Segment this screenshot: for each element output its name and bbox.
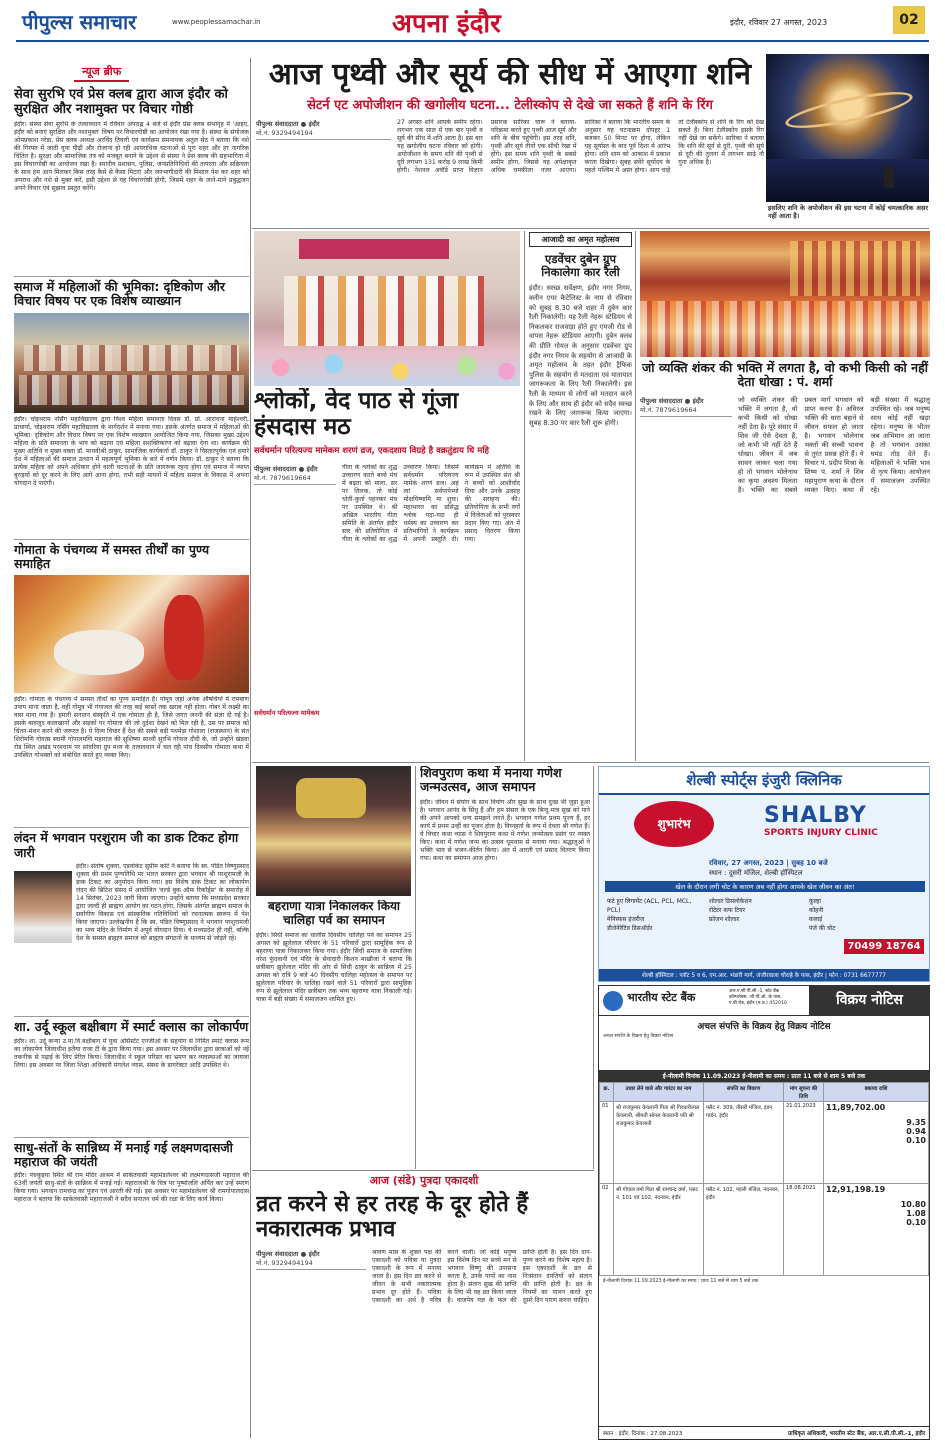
ekadashi-headline: व्रत करने से हर तरह के दूर होते हैं नकारात्मक प्रभाव (256, 1192, 529, 1243)
shivpuran-story (420, 766, 590, 1171)
sbi-table (599, 1082, 929, 1276)
sbi-branch: आर.ए.सी.पी.सी.-1, स्टेट बैंक कॉम्पलेक्स, जी.पी.ओ. के पास, ए.बी.रोड, इंदौर (म.प्र.) 452010 (729, 989, 787, 1006)
ad-footer: शेल्बी हॉस्पिटल : प्लॉट 5 व 6, एम.आर. भंडारी मार्ग, जंजीरवाला चौराहे के पास, इंदौर | फोन : 0731 6677777 (599, 969, 929, 981)
brief-item (14, 539, 249, 825)
hansdas-caption: सर्वधर्मान परित्यज्य मामेकम (254, 708, 320, 717)
baharana-photo (256, 766, 411, 896)
baharana-story (256, 900, 412, 1170)
brief-headline: शा. उर्दू स्कूल बक्षीबाग में स्मार्ट क्लास का लोकार्पण (14, 1019, 249, 1035)
shankar-mobile: मो.नं. 7879619664 (640, 405, 732, 417)
women-group-photo (14, 313, 249, 413)
hansdas-body: गीता के श्लोकों का शुद्ध उच्चारण करते बच्चे मंच में बढ़ता को माला, सर पर तिलक, तो कोई धोती-कुर्ता पहनकर मंच पर उपस्थित थे। श्री अखिल भारतीय गीता समिति के अंतर्गत इंदौर स्तर की प्रतियोगिता में गीता के श्लोकों का शुद्ध उच्चारण किया। जिसमें सर्वधर्मान परित्यज्य मामेकं शरणं व्रज। अहं त्वां सर्वपापेभ्यो मोक्षयिष्यामि मा शुचः। महाभारत का प्रसिद्ध श्लोक यदा-यदा ही धर्मस्य का उच्चारण कर प्रतिभागियों ने कार्यक्रम में अपनी प्रस्तुति दी। कार्यक्रम में अतिथि के रूप में उपस्थित संत श्री ने बच्चों को आशीर्वाद दिया और उनके उत्साह की सराहना की। प्रतियोगिता के सभी वर्गों में विजेताओं को पुरस्कार प्रदान किए गए। अंत में प्रसाद वितरण किया गया। (342, 463, 520, 543)
shivpuran-headline: शिवपुराण कथा में मनाया गणेश जन्मउत्सव, आज समापन (420, 766, 562, 795)
brief-body: इंदौर। शा. उर्दू कन्या उ.मा.वि.बक्षीबाग में युवा असिस्टेंट एनजीओ के सहयोग से निर्मित स्मार्ट क्लास रूम का लोकार्पण जिलाधीश इलैया राजा टी के द्वारा किया गया। इस अवसर पर जिलाधीश द्वारा छात्राओं को नई तकनीक से पढ़ाई के लिए प्रेरित किया। जिलाधीश ने स्कूल परिसर का भ्रमण कर व्यवस्थाओं का जायजा लिया। इस अवसर पर जिला शिक्षा अधिकारी मंगलेश व्यास, संस्था के डायरेक्टर आदि उपस्थित थे। (14, 1037, 249, 1069)
hansdas-story (254, 388, 520, 758)
ad-logo-main: SHALBY (764, 803, 867, 828)
ad-phone[interactable]: 70499 18764 (844, 939, 924, 954)
sbi-logo-icon (603, 991, 623, 1011)
brief-item (14, 88, 249, 273)
lead-headline: आज पृथ्वी और सूर्य की सीध में आएगा शनि (268, 58, 752, 92)
brief-item (14, 1137, 249, 1293)
stage-event-photo (254, 231, 520, 386)
azadi-kicker: आजादी का अमृत महोत्सव (529, 232, 632, 247)
masthead (0, 0, 945, 42)
sbi-title: विक्रय नोटिस (809, 986, 930, 1015)
saturn-photo (766, 54, 929, 202)
brief-body: इंदौर। गोमाता के पंचगव्य में समस्त तीर्थों का पुण्य समाहित है। गोमूत्र जहां अनेक औषधियों में रामबाण उपाय माना जाता है, वहीं गोमूत्र भी गंगाजल की तरह कई बरसों तक खराब नहीं होता। गोबर में लक्ष्मी का वास माना गया है। हमारी सनातन संस्कृति में एक गोमाता ही है, जिसे जगत जननी की संज्ञा दी गई है। इसके बावजूद कत्लखानों और सड़कों पर गोमाता की जो दुर्दशा देखने को मिल रही है, उस पर समाज को चिंतन-मंथन करने की जरूरत है। ये दिव्य विचार हैं देश की सबसे बड़ी पथमेड़ा गोशाला (राजस्थान) के संत शिरोमणि गोवत्स स्वामी गोपालमणि महाराज की सुशिष्या साध्वी सुरभि गोपाल दीदी के, जो उन्होंने खंडवा रोड स्थित अखंड परमधाम पर सांवरिया ग्रुप मध्य के तत्वावधान में चल रही पांच दिवसीय गोमाता कथा में उपस्थित गोभक्तों को संबोधित करते हुए व्यक्त किए। (14, 696, 249, 760)
hansdas-byline: पीपुल्स संवाददाता ● इंदौर (254, 464, 318, 473)
shalby-ad (598, 766, 930, 982)
lead-subhead: सेटर्न एट अपोजीशन की खगोलीय घटना... टेलीस्कोप से देखे जा सकते हैं शनि के रिंग (307, 97, 713, 113)
brief-item (14, 827, 249, 1013)
shankar-body: जो व्यक्ति शंकर की भक्ति में लगता है, वो कभी किसी को धोखा नहीं देता है। पूरे संसार में शिव जी ऐसे देवता हैं, जो कभी भी नहीं देते हैं धोखा। जीवन में जब सावन जाकर चला गया हो तो भगवान भोलेनाथ का कृपा अवश्य मिलता है। भक्ति का सबसे प्रबल मार्ग भगवान को प्राप्त करना है। अविरल भक्ति की धारा बहाने से जीवन सफल हो जाता है। भगवान भोलेनाथ भक्तों की सच्ची भावना से तुरंत प्रसन्न होते हैं। ये विचार पं. प्रदीप मिश्रा के शिष्य पं. शर्मा ने शिव महापुराण कथा के दौरान व्यक्त किए। कथा में बड़ी संख्या में श्रद्धालु उपस्थित रहे। जब मनुष्य साथ कोई नहीं खड़ा रहेगा। मनुष्य के भीतर जब अभिमान आ जाता है तो भगवान उसका घमंड तोड़ देते हैं। महिलाओं ने भक्ति भाव से नृत्य किया। आयोजन में समाजजन उपस्थित रहे। (738, 395, 930, 494)
table-row: 02 श्री गोपाल वर्मा पिता श्री रामचन्द्र वर्मा, प्लाट नं. 101 एवं 102, नंदनवन, इंदौर फ्लैट नं. 102, पहली मंजिल, नंदनवन, इंदौर 18.08.2021 12,91,198.19 10.80 1.08 0.10 (600, 1184, 929, 1276)
shankar-story (640, 357, 930, 762)
ekadashi-story (256, 1173, 592, 1438)
ad-logo (764, 803, 878, 838)
brief-body: इंदौर। संस्था सेवा सुरभि के तत्वावधान में रविवार अपराह्न 4 बजे से इंदौर प्रेस क्लब सभागृह में 'आइए, इंदौर को बनाएं सुरक्षित और नशामुक्त' विषय पर विचारगोष्ठी का आयोजन रखा गया है। संस्था के संयोजक ओमप्रकाश नरेडा, प्रेस क्लब अध्यक्ष अरविंद तिवारी एवं कार्यक्रम समन्वयक अतुल सेठ ने बताया कि नशे की गिरफ्त में जाती युवा पीढ़ी और रोजाना हो रही आपराधिक घटनाओं से पूरा शहर और हर नागरिक चिंतित है। सुरक्षा और सामाजिक तंत्र को मजबूत बनाने के उद्देश्य से संस्था ने प्रेस क्लब की सहभागिता में इस विचारगोष्ठी का आयोजन रखा है। स्थानीय प्रशासन, पुलिस, जनप्रतिनिधियों की तत्परता और सक्रियता के साथ हम आप मिलकर किस तरह कैसे से कैसा मिटाएं और जनभागीदारी की मिसाल पेश कर शहर को अपराध और नशे से मुक्त करें, इसी उद्देश्य से यह विचारगोष्ठी होगी, जिसमें शहर के जाने-माने प्रबुद्धजन अपने विचार एवं सुझाव प्रस्तुत करेंगे। (14, 120, 249, 192)
brief-label: न्यूज ब्रीफ (74, 63, 129, 82)
brief-body: इंदौर। पंचकुइया स्थित श्री राम मंदिर आश्रम में साकेतवासी महामंडलेश्वर श्री लक्ष्मणदासजी महाराज की 63वीं जयंती साधु-संतों के सान्निध्य में मनाई गई। महाराजश्री के चित्र पर पुष्पांजलि अर्पित कर उन्हें स्मरण किया गया। भगवान रामचन्द्र का पूजन एवं आरती की गई। इस अवसर पर महामंडलेश्वर श्री रामगोपालदास महाराज ने बताया कि साकेतवासी महाराजश्री ने सदैव सनातन धर्म की रक्षा के लिए कार्य किया। (14, 1172, 249, 1204)
sbi-subtitle: अचल संपत्ति के विक्रय हेतु विक्रय नोटिस (697, 1022, 831, 1032)
sbi-legal-text: अचल संपत्ति के विक्रय हेतु विक्रय नोटिस (603, 1034, 674, 1039)
sbi-auction-date: ई-नीलामी दिनांक 11.09.2023 ई-नीलामी का समय : प्रातः 11 बजे से शाम 5 बजे तक (599, 1070, 929, 1082)
brief-body: इंदौर। चोइथराम नर्सिंग महाविद्यालय द्वारा विश्व महिला समानता दिवस डॉ. प्रो. आराधना माहेश्वरी, प्राचार्या, चोइथराम नर्सिंग महाविद्यालय के मार्गदर्शन में मनाया गया। इसके अंतर्गत समाज में महिलाओं की भूमिका: दृष्टिकोण और विचार विषय पर एक विशेष व्याख्यान आयोजित किया गया, जिसका मुख्य उद्देश्य महिला के प्रति समानता के भाव को बढ़ाना एवं महिला सशक्तिकरण को बढ़ावा देना था। कार्यक्रम की मुख्य अतिथि व मुख्य वक्ता डॉ. माधवीश्री ठाकुर, सामाजिक कार्यकर्ता डॉ. ठाकुर ने विस्तारपूर्वक एवं हमारे देश में महिलाओं की समाज उत्थान में महत्वपूर्ण भूमिका के बारे में वर्णन किया। डॉ. ठाकुर ने बताया कि प्रत्येक महिला को अपने अधिकार होने वाली घटनाओं के प्रति जागरूक रहना होगा एवं समाज में व्याप्त बुराइयों को दूर करने के लिए आगे आना होगा, तभी सही मायनों में महिला समाज के विकास में अपना योगदान दे पाएंगी। (14, 415, 249, 487)
brief-headline: गोमाता के पंचगव्य में समस्त तीर्थों का पुण्य समाहित (14, 541, 210, 571)
hansdas-headline: श्लोकों, वेद पाठ से गूंजा हंसदास मठ (254, 388, 459, 441)
baharana-headline: बहराणा यात्रा निकालकर किया चालिहा पर्व का समापन (267, 900, 401, 927)
ekadashi-body: श्रावण मास के शुक्ल पक्ष की एकादशी को पवित्रा या पुत्रदा एकादशी के रूप में मनाया जाता है। इस दिन व्रत करने से जीवन के सभी नकारात्मक प्रभाव दूर होते हैं। पवित्रा एकादशी का अर्थ है पवित्र करने वाली। जो कोई मनुष्य इस विशेष दिन पर सच्चे मन से भगवान विष्णु की उपासना करता है, उनके पापों का नाश होता है। संतान सुख की प्राप्ति के लिए भी यह व्रत किया जाता है। वाजपेय यज्ञ के फल की प्राप्ति होती है। इस दिन दान-पुण्य करने का विशेष महत्व है। इस एकादशी के व्रत से निःसंतान दंपतियों को संतान की प्राप्ति होती है। व्रत के नियमों का पालन करते हुए दूसरे दिन पारण करना चाहिए। (372, 1248, 592, 1304)
ad-when: रविवार, 27 अगस्त, 2023 | सुबह 10 बजे (709, 859, 828, 867)
azadi-story (529, 232, 632, 762)
ad-col2: शोल्डर डिसलोकेशन रोटेटर कफ टियर फ्रोजन शोल्डर (709, 898, 752, 923)
baharana-body: इंदौर। सिंधी समाज का चालीस दिवसीय चालिहा पर्व का समापन 25 अगस्त को झूलेलाल परिवार के 51 परिवारों द्वारा सामूहिक रूप से बहराणा यात्रा निकालकर किया गया। इंदौर सिंधी समाज के सामाजिक नरेश फुंदवानी एवं मंदिर के सेवादारी किशन माखीजा ने बताया कि छत्रीबाग झूलेलाल मंदिर की ओर से सिंधी ठाकुर के सान्निध्य में 25 अगस्त को रात्रि 9 बजे 40 दिवसीय चालिहा महोत्सव के समापन पर झूलेलाल परिवार के चालिहा रखने वाले 51 परिवारों द्वारा सामूहिक रूप से झूलेलाल मंदिर छत्रीबाग तक भव्य बहराणा यात्रा निकाली गई। यात्रा में बड़ी संख्या में समाजजन शामिल हुए। (256, 931, 412, 1003)
ekadashi-kicker: आज (संडे) पुत्रदा एकादशी (369, 1174, 479, 1187)
lead-body: 27 अगस्त शनि आपके समीप रहेगा। लगभग एक साल में एक बार पृथ्वी व सूर्य की सीध में शनि आता है। इस बार यह खगोलीय घटना रविवार को होगी। अपोजीशन के समय शनि की पृथ्वी से दूरी लगभग 131 करोड़ 9 लाख किमी होगी। नेशनल अवॉर्ड प्राप्त विज्ञान प्रसारक सारिका घारू ने बताया- परिक्रमा करते हुए पृथ्वी आज सूर्य और शनि के बीच पहुंचेगी। इस तरह शनि, पृथ्वी और सूर्य तीनों एक सीधी रेखा में होंगे। इस समय शनि पृथ्वी के सबसे समीप होगा, जिससे यह अपेक्षाकृत अधिक चमकीला नजर आएगा। सारिका ने बताया कि भारतीय समय के अनुसार यह घटनाक्रम दोपहर 1 बजकर 50 मिनट पर होगा, लेकिन यह सूर्यास्त के बाद पूर्व दिशा में आरंभ होगा। शनि शाम को आकाश में प्रकाश करता दिखेगा। सुबह सवेरे सूर्योदय के पहले पश्चिम में अस्त होगा। आप चाहें तो टेलीस्कोप से शनि के रिंग को देख सकते हैं। बिना टेलीस्कोप इसके रिंग नहीं देखे जा सकेंगे। सारिका ने बताया कि शनि की सूर्य से दूरी, पृथ्वी की सूर्य से दूरी की तुलना में लगभग साढ़े नौ गुना अधिक है। (397, 118, 764, 174)
lead-story (256, 58, 764, 230)
brief-body: इंदौर। संतोष शुक्ला, एडवोकेट सुप्रीम कोर्ट ने बताया कि स्व. पंडित विष्णुप्रसाद शुक्ला की प्रथम पुण्यतिथि पर भारत सरकार द्वारा भगवान श्री परशुरामजी के डाक टिकट का अनुमोदन किया गया। इस विशेष डाक टिकट का लोकार्पण लंदन की ब्रिटिश संसद में आयोजित 'वर्ल्ड बुक ऑफ रिकॉर्ड्स' के समारोह में 14 सितंबर, 2023 जारी किया जाएगा। उन्होंने बताया कि मध्यप्रदेश सरकार द्वारा जल्दी ही ब्राह्मण आयोग का गठन होगा, जिसके अंतर्गत ब्राह्मण समाज के सर्वांगीण विकास एवं सांस्कृतिक गतिविधियों को रचनात्मक स्वरूप में पेश किया जाएगा। उल्लेखनीय है कि स्व. पंडित विष्णुप्रसाद ने भगवान परशुरामजी का भव्य मंदिर के निर्माण में अपूर्व योगदान दिया। ये मध्यप्रदेश ही नहीं, बल्कि देश के समस्त ब्राह्मण समाज को ब्राह्मण संगठनों के माध्यम से जोड़ते रहे। (76, 863, 249, 943)
section-title: अपना इंदौर (392, 9, 501, 39)
azadi-body: इंदौर। स्वच्छ सर्वेक्षण, इंदौर नगर निगम, क्लीन एयर कैटेलिस्ट के नाम से रविवार को सुबह 8.30 बजे शहर में दुबेन कार रैली निकालेगी। यह रैली नेहरू स्टेडियम से निकलकर राजवाड़ा होते हुए एमजी रोड से वापस नेहरू स्टेडियम आएगी। दुबेन क्लब की प्रीति गोयल के अनुसार एडवेंचर ग्रुप इंदौर नगर निगम के सहयोग से आजादी के अमृत महोत्सव के तहत इंदौर ट्रैफिक पुलिस के सहयोग से मतदाता एवं यातायात जागरूकता के लिए रैली निकालेगी। इस रैली के माध्यम से लोगों को मतदान करने के लिए और साथ ही इंदौर को सदैव स्वच्छ रखने के लिए जागरूक किया जाएगा। सुबह 8.30 पर कार रैली शुरू होगी। (529, 284, 632, 427)
table-row: 01 श्री राजकुमार केवलानी पिता श्री गिरधारीलाल केवलानी, श्रीमती सोनल केवलानी पति श्री राजकुमार केवलानी फ्लैट नं. 309, तीसरी मंजिल, इंडन गार्डन, इंदौर 21.01.2023 11,89,702.00 9.35 0.94 0.10 (600, 1102, 929, 1184)
ekadashi-byline: पीपुल्स संवाददाता ● इंदौर (256, 1249, 320, 1258)
brief-headline: लंदन में भगवान परशुराम जी का डाक टिकट होगा जारी (14, 830, 239, 860)
brief-headline: सेवा सुरभि एवं प्रेस क्लब द्वारा आज इंदौर को सुरक्षित और नशामुक्त पर विचार गोष्ठी (14, 87, 228, 117)
gomata-photo (14, 575, 249, 693)
ad-title: शेल्बी स्पोर्ट्स इंजुरी क्लिनिक (599, 767, 929, 795)
azadi-headline: एडवेंचर दुबेन ग्रुप निकालेगा कार रैली (541, 252, 620, 280)
brief-item (14, 276, 249, 536)
shankar-byline: पीपुल्स संवाददाता ● इंदौर (640, 396, 704, 405)
page-number: 02 (893, 6, 925, 34)
ad-logo-sub: SPORTS INJURY CLINIC (764, 828, 878, 838)
ad-where: स्थान : दूसरी मंजिल, शेल्बी हॉस्पिटल (709, 869, 803, 877)
lead-mobile: मो.नं. 9329494194 (256, 128, 391, 140)
sbi-bank-name: भारतीय स्टेट बैंक (627, 991, 696, 1004)
brief-item (14, 1016, 249, 1133)
dateline: इंदौर, रविवार 27 अगस्त, 2023 (730, 18, 828, 27)
shankar-headline: जो व्यक्ति शंकर की भक्ति में लगता है, वो कभी किसी को नहीं देता धोखा : पं. शर्मा (642, 360, 928, 390)
lead-byline: पीपुल्स संवाददाता ● इंदौर (256, 119, 320, 128)
katha-photo (640, 231, 930, 357)
ekadashi-mobile: मो.नं. 9329494194 (256, 1258, 366, 1270)
sbi-terms: ई-नीलामी दिनांक 11.09.2023 ई-नीलामी का समय : प्रातः 11 बजे से शाम 5 बजे तक (603, 1279, 759, 1284)
saturn-caption: इसलिए शनि के अपोजीशन की इस घटना में कोई चमत्कारिक असर नहीं आता है। (768, 204, 928, 220)
hansdas-mobile: मो.नं. 7879619664 (254, 473, 336, 485)
brief-headline: साधु-संतों के सान्निध्य में मनाई गई लक्ष्मणदासजी महाराज की जयंती (14, 1139, 233, 1169)
hansdas-subhead: सर्वधर्मान परित्यज्य मामेकम शरणं व्रज, एकदशाय विग्रहे है वक्रतुंडाय धि महि (254, 445, 490, 456)
shivpuran-body: इंदौर। जीवन में संयोग के साथ वियोग और सुख के साथ दुःख भी जुड़ा हुआ है। भगवान आनंद के सिंधु हैं और हम संसार के एक बिन्दु मात्र सुख को पाने की अपने आपको धन्य समझने लगते हैं। भगवान गणेश प्रथम पूज्य हैं, हर कार्य में प्रथम उन्हीं का पूजन होता है। विघ्नहर्ता के रूप में देवता श्री गणेश हैं। ये विचार कथा व्यास ने शिवपुराण कथा में गणेश जन्मोत्सव प्रसंग पर व्यक्त किए। कथा में गणेश जन्म का उत्सव धूमधाम से मनाया गया। श्रद्धालुओं ने भक्ति भाव से भजन-कीर्तन किया। अंत में आरती एवं प्रसाद वितरण किया गया। कथा का समापन आज होगा। (420, 798, 590, 862)
ad-badge: शुभारंभ (634, 801, 714, 847)
brief-headline: समाज में महिलाओं की भूमिका: दृष्टिकोण और विचार विषय पर एक विशेष व्याख्यान (14, 278, 225, 309)
brand-logo: पीपुल्स समाचार (22, 10, 137, 34)
ad-col1: फटे हुए लिगामेंट (ACL, PCL, MCL, PCL) मेनिस्कस इंजरीज डीजेनेरेटिव डिसऑर्डर (607, 898, 692, 932)
table-header: क्र. उधार लेने वाले और गारंटर का नाम संपत्ति का विवरण मांग सूचना की तिथि बकाया राशि (600, 1083, 929, 1102)
news-brief-column (14, 60, 249, 1440)
sbi-signatory: प्राधिकृत अधिकारी, भारतीय स्टेट बैंक, आर.ए.सी.पी.सी.-1, इंदौर (787, 1431, 925, 1437)
ad-col3: कूल्हा कोहनी कलाई पंजे की चोट (809, 898, 836, 932)
ad-tagline: खेल के दौरान लगी चोट के कारण अब नहीं होगा आपके खेल जीवन का अंत! (605, 881, 925, 892)
sbi-notice (598, 985, 930, 1440)
website[interactable]: www.peoplessamachar.in (172, 18, 261, 26)
sbi-place-date: स्थान : इंदौर, दिनांक : 27.08.2023 (603, 1431, 683, 1437)
